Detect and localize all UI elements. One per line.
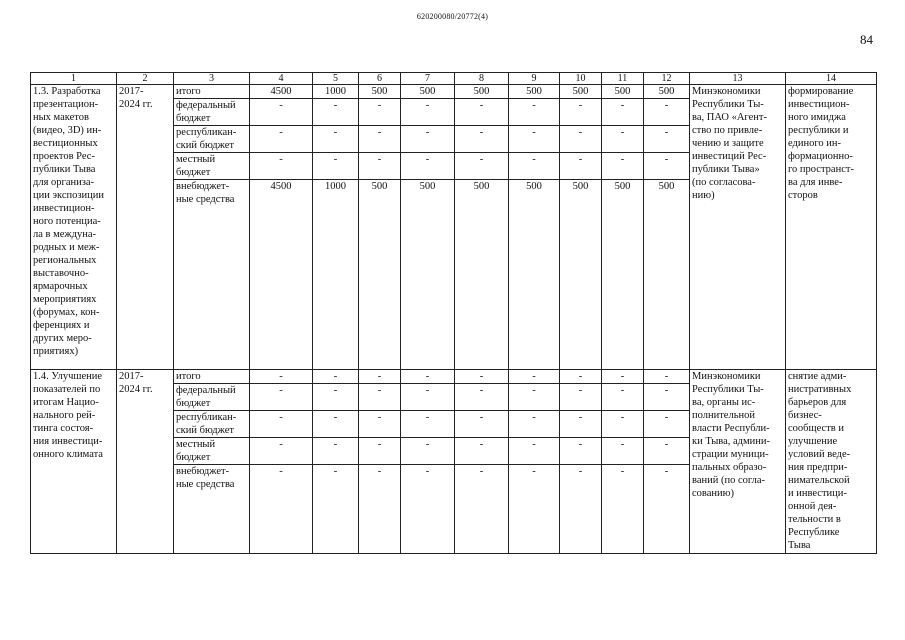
funding-source: федеральный бюджет: [174, 384, 250, 411]
funding-value: -: [250, 153, 313, 180]
funding-value: 500: [644, 180, 690, 370]
funding-value: -: [359, 99, 401, 126]
column-number: 1: [31, 73, 117, 85]
funding-value: 500: [455, 85, 509, 99]
column-number: 6: [359, 73, 401, 85]
column-number: 14: [786, 73, 877, 85]
funding-value: -: [359, 465, 401, 554]
column-number: 3: [174, 73, 250, 85]
funding-value: -: [509, 384, 560, 411]
funding-value: -: [313, 411, 359, 438]
funding-value: 500: [359, 180, 401, 370]
expected-result: формирование инвестицион- ного имиджа республики и единого ин- формационно- го пространст- ва для инве- сторов: [786, 85, 877, 370]
implementation-period: 2017- 2024 гг.: [117, 370, 174, 554]
funding-value: 500: [602, 180, 644, 370]
funding-value: -: [560, 438, 602, 465]
measure-name: 1.3. Разработка презентацион- ных макетов (видео, 3D) ин- вестиционных проектов Рес- публики Тыва для организа- ции экспозиции инвестицион- ного потенциа- ла в междуна- родных и меж- региональных выставочно- ярмарочных мероприятиях (форумах, кон- ференциях и других меро- приятиях): [31, 85, 117, 370]
funding-value: 1000: [313, 180, 359, 370]
funding-value: -: [509, 153, 560, 180]
funding-value: -: [560, 153, 602, 180]
funding-value: 1000: [313, 85, 359, 99]
document-code: 620200080/20772(4): [416, 12, 489, 21]
column-number: 11: [602, 73, 644, 85]
funding-value: -: [401, 370, 455, 384]
funding-value: -: [250, 465, 313, 554]
funding-source: республикан- ский бюджет: [174, 411, 250, 438]
funding-value: -: [313, 384, 359, 411]
funding-value: -: [359, 153, 401, 180]
funding-value: -: [602, 411, 644, 438]
funding-value: -: [602, 465, 644, 554]
funding-value: -: [644, 126, 690, 153]
column-number: 4: [250, 73, 313, 85]
funding-value: -: [313, 153, 359, 180]
column-number: 13: [690, 73, 786, 85]
funding-value: -: [560, 384, 602, 411]
funding-source: федеральный бюджет: [174, 99, 250, 126]
funding-value: -: [455, 99, 509, 126]
column-number: 8: [455, 73, 509, 85]
funding-value: -: [313, 126, 359, 153]
funding-value: -: [509, 370, 560, 384]
funding-value: -: [401, 465, 455, 554]
funding-value: -: [644, 384, 690, 411]
funding-source: местный бюджет: [174, 438, 250, 465]
funding-value: -: [250, 370, 313, 384]
funding-value: -: [455, 438, 509, 465]
funding-value: -: [602, 153, 644, 180]
funding-value: 4500: [250, 85, 313, 99]
funding-value: 500: [560, 85, 602, 99]
column-number: 2: [117, 73, 174, 85]
funding-value: -: [644, 153, 690, 180]
funding-value: -: [359, 370, 401, 384]
funding-value: 500: [509, 180, 560, 370]
funding-value: -: [560, 411, 602, 438]
measure-name: 1.4. Улучшение показателей по итогам Нацио- нального рей- тинга состоя- ния инвестици- онного климата: [31, 370, 117, 554]
column-number: 12: [644, 73, 690, 85]
funding-value: -: [602, 438, 644, 465]
funding-source: внебюджет- ные средства: [174, 465, 250, 554]
funding-value: 500: [509, 85, 560, 99]
column-number-row: [31, 73, 877, 85]
funding-value: -: [250, 126, 313, 153]
funding-value: -: [602, 126, 644, 153]
column-number: 9: [509, 73, 560, 85]
funding-value: -: [359, 384, 401, 411]
column-number: 10: [560, 73, 602, 85]
implementation-period: 2017- 2024 гг.: [117, 85, 174, 370]
funding-value: -: [560, 126, 602, 153]
funding-value: -: [313, 438, 359, 465]
funding-value: -: [644, 438, 690, 465]
funding-value: -: [313, 370, 359, 384]
funding-value: -: [509, 438, 560, 465]
funding-value: 4500: [250, 180, 313, 370]
funding-source: итого: [174, 85, 250, 99]
funding-value: -: [359, 126, 401, 153]
funding-value: -: [455, 384, 509, 411]
funding-value: -: [250, 411, 313, 438]
funding-value: -: [560, 465, 602, 554]
page-number: 84: [860, 32, 873, 47]
funding-value: -: [401, 99, 455, 126]
responsible-executors: Минэкономики Республики Ты- ва, ПАО «Агент- ство по привле- чению и защите инвестиций Рес- публики Тыва» (по согласова- нию): [690, 85, 786, 370]
funding-value: -: [509, 411, 560, 438]
funding-value: 500: [359, 85, 401, 99]
funding-value: -: [602, 99, 644, 126]
funding-value: -: [644, 370, 690, 384]
funding-value: -: [401, 384, 455, 411]
column-number: 7: [401, 73, 455, 85]
funding-value: -: [644, 465, 690, 554]
funding-value: -: [250, 438, 313, 465]
funding-value: -: [602, 370, 644, 384]
funding-value: -: [644, 411, 690, 438]
funding-value: -: [509, 99, 560, 126]
funding-value: -: [250, 99, 313, 126]
funding-value: -: [560, 99, 602, 126]
funding-value: -: [313, 99, 359, 126]
responsible-executors: Минэкономики Республики Ты- ва, органы ис- полнительной власти Республи- ки Тыва, админи- страции муници- пальных образо- ваний (по согла- сованию): [690, 370, 786, 554]
source-row: [31, 85, 877, 99]
funding-value: -: [250, 384, 313, 411]
funding-value: -: [455, 411, 509, 438]
funding-value: -: [455, 126, 509, 153]
funding-value: -: [602, 384, 644, 411]
source-row: [31, 370, 877, 384]
funding-source: внебюджет- ные средства: [174, 180, 250, 370]
funding-value: -: [455, 153, 509, 180]
funding-value: -: [644, 99, 690, 126]
funding-value: 500: [644, 85, 690, 99]
funding-value: -: [455, 370, 509, 384]
funding-value: -: [359, 411, 401, 438]
funding-value: 500: [602, 85, 644, 99]
funding-value: -: [401, 153, 455, 180]
funding-value: -: [313, 465, 359, 554]
funding-value: 500: [455, 180, 509, 370]
funding-value: -: [455, 465, 509, 554]
program-table: [30, 72, 877, 554]
funding-value: 500: [401, 180, 455, 370]
column-number: 5: [313, 73, 359, 85]
funding-value: 500: [401, 85, 455, 99]
funding-value: -: [401, 438, 455, 465]
funding-value: 500: [560, 180, 602, 370]
expected-result: снятие адми- нистративных барьеров для бизнес- сообществ и улучшение условий веде- ния предпри- нимательской и инвестици- онной дея- тельности в Республике Тыва: [786, 370, 877, 554]
funding-source: итого: [174, 370, 250, 384]
funding-value: -: [359, 438, 401, 465]
funding-value: -: [560, 370, 602, 384]
funding-value: -: [509, 126, 560, 153]
funding-source: республикан- ский бюджет: [174, 126, 250, 153]
funding-value: -: [401, 411, 455, 438]
funding-source: местный бюджет: [174, 153, 250, 180]
funding-value: -: [509, 465, 560, 554]
funding-value: -: [401, 126, 455, 153]
